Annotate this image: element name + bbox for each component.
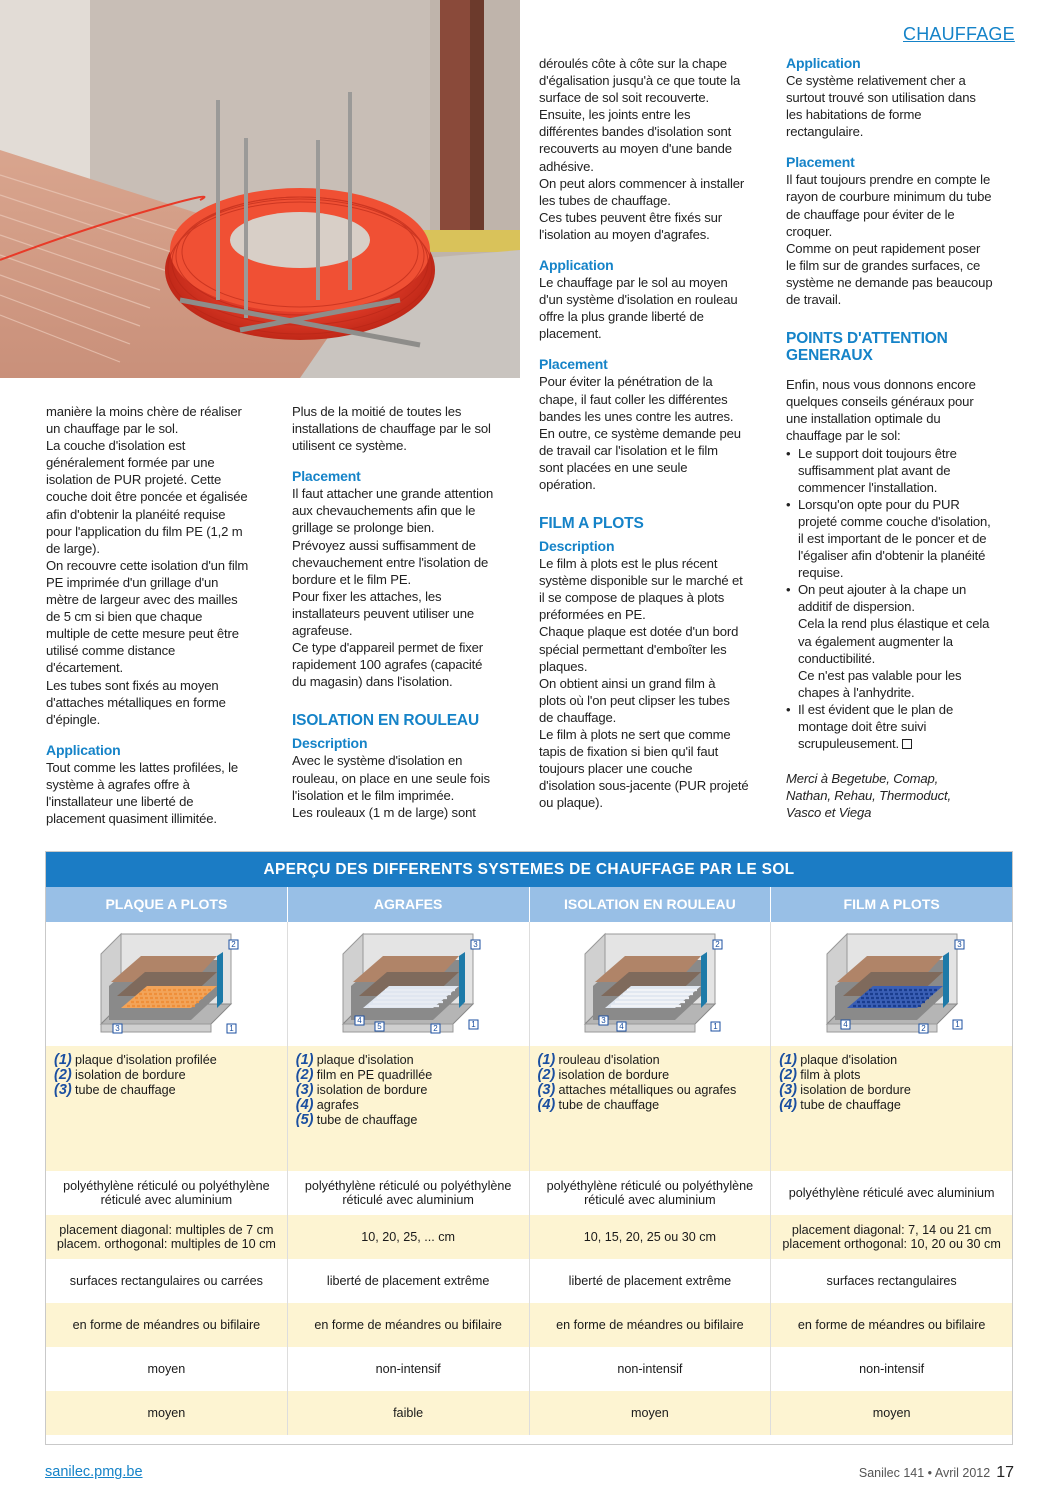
legend-item — [779, 1052, 911, 1067]
tip-item: • Le support doit toujours être suffisamment plat avant de commencer l'installation. — [786, 445, 1022, 496]
diagram-label-text: 2 — [433, 1024, 438, 1034]
diagram-cell — [771, 922, 1012, 1046]
issue-label: Sanilec 141 • Avril 2012 — [858, 1466, 991, 1480]
legend-item — [54, 1082, 217, 1097]
text-column-4 — [786, 55, 1022, 821]
table-cell: en forme de méandres ou bifilaire — [797, 1318, 986, 1332]
diagram-label-text: 3 — [601, 1016, 606, 1026]
legend-cell — [46, 1046, 288, 1171]
legend-item — [296, 1052, 433, 1067]
table-cell: 10, 15, 20, 25 ou 30 cm — [530, 1215, 772, 1259]
heading-placement: Placement — [786, 154, 855, 171]
table-cell: surfaces rectangulaires ou carrées — [46, 1259, 288, 1303]
legend-text: rouleau d'isolation — [558, 1052, 660, 1067]
legend-text: plaque d'isolation — [316, 1052, 414, 1067]
diagram-label-text: 4 — [619, 1022, 624, 1032]
floor-section-diagram — [81, 924, 251, 1044]
table-cell: polyéthylène réticulé ou polyéthylène réticulé avec aluminium — [288, 1171, 530, 1215]
heading-points-attention: POINTS D'ATTENTION GENERAUX — [786, 330, 948, 365]
column-header: AGRAFES — [288, 887, 530, 922]
legend-item — [779, 1082, 911, 1097]
diagram-label-box — [229, 940, 238, 949]
heading-application: Application — [46, 741, 121, 758]
table-column-headers — [46, 887, 1012, 922]
description-paragraph: Avec le système d'isolation en rouleau, on place en une seule fois l'isolation et le film imprimée. Les rouleaux (1 m de large) sont — [292, 753, 490, 820]
legend-item — [538, 1097, 737, 1112]
floor-section-diagram — [565, 924, 735, 1044]
heading-description: Description — [292, 735, 368, 752]
legend-list — [779, 1052, 911, 1112]
page-number: 17 — [996, 1464, 1014, 1481]
table-row — [46, 1215, 1012, 1259]
diagram-label-text: 1 — [954, 1020, 960, 1030]
legend-number: (4) — [537, 1096, 556, 1113]
legend-item — [296, 1112, 433, 1127]
diagram-label-box — [617, 1022, 626, 1031]
diagram-cell — [46, 922, 288, 1046]
description-paragraph: Le film à plots est le plus récent système disponible sur le marché et il se compose de plaques à plots préformées en PE. Chaque plaque est dotée d'un bord spécial permettant d'emboîter les plaques. On obtient ainsi un grand film à plots où l'on peut clipser les tubes de chauffage. Le film à plots ne sert que comme tapis de fixation si bien qu'il faut toujours placer une couche d'isolation sous-jacente (PUR projeté ou plaque). — [539, 556, 749, 811]
table-cell: moyen — [530, 1391, 772, 1435]
legend-item — [538, 1052, 737, 1067]
legend-cell — [771, 1046, 1012, 1171]
table-cell: moyen — [46, 1391, 288, 1435]
diagram-label-text: 2 — [715, 940, 720, 950]
legend-list — [296, 1052, 433, 1127]
tip-item: • Il est évident que le plan de montage doit être suivi scrupuleusement. — [786, 701, 1022, 752]
diagram-label-box — [713, 940, 722, 949]
tip-item: • Lorsqu'on opte pour du PUR projeté comme couche d'isolation, il est important de le poncer et de l'égaliser afin d'obtenir la planéité requise. — [786, 496, 1022, 581]
diagram-label-text: 4 — [357, 1016, 362, 1026]
legend-number: (2) — [54, 1066, 72, 1083]
column-header: PLAQUE A PLOTS — [46, 887, 288, 922]
legend-text: isolation de bordure — [316, 1082, 428, 1097]
diagram-label-box — [711, 1022, 720, 1031]
legend-number: (4) — [779, 1096, 797, 1113]
table-row — [46, 1259, 1012, 1303]
table-legend-row — [46, 1046, 1012, 1171]
heading-description: Description — [539, 538, 615, 555]
legend-number: (3) — [779, 1081, 797, 1098]
table-diagram-row — [46, 922, 1012, 1046]
legend-text: tube de chauffage — [75, 1082, 176, 1097]
table-cell: liberté de placement extrême — [530, 1259, 772, 1303]
floor-section-diagram — [323, 924, 493, 1044]
table-cell: liberté de placement extrême — [288, 1259, 530, 1303]
column-header: ISOLATION EN ROULEAU — [530, 887, 772, 922]
footer-issue — [859, 1464, 1014, 1482]
intro-paragraph: Plus de la moitié de toutes les installations de chauffage par le sol utilisent ce système. — [292, 404, 491, 454]
table-cell: non-intensif — [530, 1347, 772, 1391]
table-cell: non-intensif — [859, 1362, 925, 1376]
legend-item — [54, 1052, 217, 1067]
table-cell: polyéthylène réticulé ou polyéthylène réticulé avec aluminium — [46, 1171, 288, 1215]
diagram-label-box — [375, 1022, 384, 1031]
table-cell: polyéthylène réticulé avec aluminium — [788, 1186, 995, 1200]
text-column-3 — [539, 55, 775, 811]
heading-placement: Placement — [292, 468, 361, 485]
legend-text: plaque d'isolation — [800, 1052, 898, 1067]
intro-paragraph: déroulés côte à côte sur la chape d'égalisation jusqu'à ce que toute la surface de sol soit recouverte. Ensuite, les joints entre les différentes bandes d'isolation sont recouverts au moyen d'une bande adhésive. On peut alors commencer à installer les tubes de chauffage. Ces tubes peuvent être fixés sur l'isolation au moyen d'agrafes. — [539, 56, 745, 242]
legend-number: (3) — [537, 1081, 556, 1098]
heading-application: Application — [786, 55, 861, 71]
diagram-label-box — [355, 1016, 364, 1025]
table-cell: en forme de méandres ou bifilaire — [530, 1303, 772, 1347]
table-cell: placement diagonal: 7, 14 ou 21 cm placement orthogonal: 10, 20 ou 30 cm — [782, 1223, 1001, 1251]
diagram-label-box — [919, 1024, 928, 1033]
heading-film-a-plots: FILM A PLOTS — [539, 515, 644, 533]
hero-photo — [0, 0, 520, 378]
legend-text: isolation de bordure — [75, 1067, 186, 1082]
legend-text: agrafes — [316, 1097, 359, 1112]
diagram-label-box — [841, 1020, 850, 1029]
legend-text: tube de chauffage — [316, 1112, 418, 1127]
legend-item — [779, 1067, 911, 1082]
table-cell: faible — [288, 1391, 530, 1435]
legend-item — [54, 1067, 217, 1082]
end-mark-icon — [902, 739, 912, 749]
diagram-cell — [530, 922, 772, 1046]
table-row — [46, 1391, 1012, 1435]
legend-text: isolation de bordure — [558, 1067, 670, 1082]
legend-number: (1) — [295, 1051, 314, 1068]
diagram-label-box — [953, 1020, 962, 1029]
legend-text: film à plots — [800, 1067, 861, 1082]
diagram-label-text: 2 — [920, 1024, 926, 1034]
legend-number: (5) — [295, 1111, 314, 1128]
diagram-label-text: 1 — [713, 1022, 718, 1032]
legend-list — [538, 1052, 737, 1112]
diagram-label-text: 4 — [842, 1020, 848, 1030]
table-cell: surfaces rectangulaires — [826, 1274, 957, 1288]
legend-cell — [288, 1046, 530, 1171]
diagram-label-text: 2 — [231, 940, 237, 950]
legend-text: film en PE quadrillée — [316, 1067, 433, 1082]
placement-paragraph: Il faut toujours prendre en compte le rayon de courbure minimum du tube de chauffage pour éviter de le croquer. Comme on peut rapidement poser le film sur de grandes surfaces, ce système ne demande pas beaucoup de travail. — [786, 172, 993, 308]
table-cell: moyen — [46, 1347, 288, 1391]
application-paragraph: Tout comme les lattes profilées, le système à agrafes offre à l'installateur une liberté de placement quasiment illimitée. — [46, 759, 238, 827]
diagram-label-box — [227, 1024, 236, 1033]
legend-item — [296, 1097, 433, 1112]
diagram-cell — [288, 922, 530, 1046]
diagram-label-box — [431, 1024, 440, 1033]
legend-number: (2) — [779, 1066, 797, 1083]
table-cell: placement diagonal: multiples de 7 cm placem. orthogonal: multiples de 10 cm — [46, 1215, 288, 1259]
diagram-label-box — [955, 940, 964, 949]
legend-number: (4) — [295, 1096, 314, 1113]
legend-text: tube de chauffage — [800, 1097, 901, 1112]
diagram-label-text: 3 — [956, 940, 962, 950]
legend-item — [779, 1097, 911, 1112]
table-title: APERÇU DES DIFFERENTS SYSTEMES DE CHAUFFAGE PAR LE SOL — [46, 852, 1012, 887]
tips-list — [786, 445, 1022, 753]
application-paragraph: Le chauffage par le sol au moyen d'un système d'isolation en rouleau offre la plus grande liberté de placement. — [539, 275, 738, 342]
legend-number: (3) — [295, 1081, 314, 1098]
legend-item — [296, 1082, 433, 1097]
legend-text: attaches métalliques ou agrafes — [558, 1082, 737, 1097]
heading-placement: Placement — [539, 356, 608, 373]
legend-text: isolation de bordure — [800, 1082, 911, 1097]
thanks-paragraph: Merci à Begetube, Comap, Nathan, Rehau, Thermoduct, Vasco et Viega — [786, 771, 951, 821]
heading-isolation-en-rouleau: ISOLATION EN ROULEAU — [292, 712, 480, 730]
table-cell: 10, 20, 25, ... cm — [288, 1215, 530, 1259]
table-row — [46, 1347, 1012, 1391]
legend-cell — [530, 1046, 772, 1171]
diagram-label-box — [113, 1024, 122, 1033]
legend-number: (1) — [779, 1051, 797, 1068]
heating-systems-table — [45, 851, 1013, 1445]
diagram-label-text: 1 — [471, 1020, 476, 1030]
diagram-label-box — [599, 1016, 608, 1025]
floor-section-diagram — [807, 924, 977, 1044]
legend-item — [538, 1082, 737, 1097]
table-row — [46, 1171, 1012, 1215]
tip-item: • On peut ajouter à la chape un additif de dispersion. Cela la rend plus élastique et cela va également augmenter la conductibilité. Ce n'est pas valable pour les chapes à l'anhydrite. — [786, 581, 1022, 701]
legend-list — [54, 1052, 217, 1097]
legend-item — [296, 1067, 433, 1082]
section-tag: CHAUFFAGE — [903, 24, 1015, 44]
diagram-label-text: 3 — [115, 1024, 121, 1034]
text-column-2 — [292, 403, 528, 821]
table-cell: moyen — [872, 1406, 911, 1420]
legend-number: (1) — [537, 1051, 556, 1068]
diagram-label-box — [471, 940, 480, 949]
legend-number: (2) — [537, 1066, 556, 1083]
column-header: FILM A PLOTS — [771, 887, 1012, 922]
table-cell: non-intensif — [288, 1347, 530, 1391]
table-body — [46, 1171, 1012, 1435]
legend-number: (3) — [54, 1081, 72, 1098]
table-cell: polyéthylène réticulé ou polyéthylène réticulé avec aluminium — [530, 1171, 772, 1215]
diagram-label-box — [469, 1020, 478, 1029]
legend-text: plaque d'isolation profilée — [75, 1052, 217, 1067]
points-intro-paragraph: Enfin, nous vous donnons encore quelques conseils généraux pour une installation optimale du chauffage par le sol: — [786, 377, 976, 444]
legend-number: (2) — [295, 1066, 314, 1083]
table-cell: en forme de méandres ou bifilaire — [46, 1303, 288, 1347]
intro-paragraph: manière la moins chère de réaliser un chauffage par le sol. La couche d'isolation est généralement formée par une isolation de PUR projeté. Cette couche doit être poncée et égalisée afin d'obtenir la planéité requise pour l'application du film PE (1,2 m de large). On recouvre cette isolation d'un film PE imprimée d'un grillage d'un mètre de largeur avec des mailles de 5 cm si bien que chaque multiple de cette mesure peut être utilisé comme distance d'écartement. Les tubes sont fixés au moyen d'attaches métalliques en forme d'épingle. — [46, 404, 249, 727]
placement-paragraph: Il faut attacher une grande attention aux chevauchements afin que le grillage se prolonge bien. Prévoyez aussi suffisamment de chevauchement entre l'isolation de bordure et le film PE. Pour fixer les attaches, les installateurs peuvent utiliser une agrafeuse. Ce type d'appareil permet de fixer rapidement 100 agrafes (capacité du magasin) dans l'isolation. — [292, 486, 494, 690]
footer-url[interactable]: sanilec.pmg.be — [45, 1464, 143, 1480]
text-column-1 — [46, 403, 282, 827]
diagram-label-text: 3 — [473, 940, 478, 950]
legend-item — [538, 1067, 737, 1082]
table-row — [46, 1303, 1012, 1347]
diagram-label-text: 1 — [229, 1024, 235, 1034]
diagram-label-text: 5 — [377, 1022, 382, 1032]
placement-paragraph: Pour éviter la pénétration de la chape, il faut coller les différentes bandes les unes contre les autres. En outre, ce système demande peu de travail car l'isolation et le film sont placées en une seule opération. — [539, 374, 741, 492]
application-paragraph: Ce système relativement cher a surtout trouvé son utilisation dans les habitations de forme rectangulaire. — [786, 73, 976, 140]
legend-text: tube de chauffage — [558, 1097, 660, 1112]
heading-application: Application — [539, 257, 614, 274]
legend-number: (1) — [54, 1051, 72, 1068]
table-cell: en forme de méandres ou bifilaire — [288, 1303, 530, 1347]
